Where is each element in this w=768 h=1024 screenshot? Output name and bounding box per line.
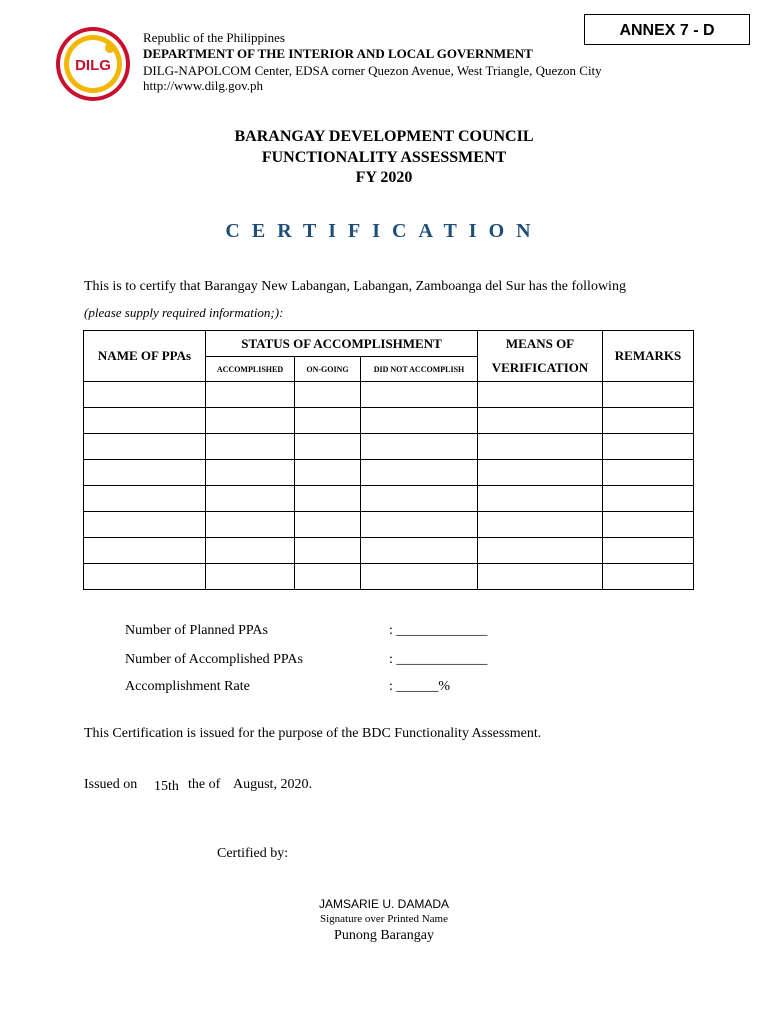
accomplished-ppas-field[interactable]: : _____________	[389, 652, 488, 667]
table-cell[interactable]	[361, 460, 478, 486]
table-cell[interactable]	[361, 538, 478, 564]
table-cell[interactable]	[603, 382, 694, 408]
table-cell[interactable]	[84, 486, 206, 512]
table-cell[interactable]	[295, 564, 361, 590]
issued-date: August, 2020.	[233, 777, 312, 792]
signature-caption: Signature over Printed Name	[320, 913, 448, 925]
col-header-means	[478, 331, 603, 382]
table-cell[interactable]	[295, 512, 361, 538]
intro-text: This is to certify that Barangay New Labangan, Labangan, Zamboanga del Sur has the following	[84, 279, 626, 294]
ppa-table	[83, 330, 694, 590]
col-header-means-line1: MEANS OF	[505, 336, 575, 351]
table-cell[interactable]	[361, 408, 478, 434]
accomplishment-rate-field[interactable]: : ______%	[389, 679, 451, 694]
table-cell[interactable]	[478, 512, 603, 538]
title-line-2: FUNCTIONALITY ASSESSMENT	[261, 149, 507, 166]
table-row	[84, 486, 694, 512]
title-line-1: BARANGAY DEVELOPMENT COUNCIL	[234, 128, 534, 145]
table-cell[interactable]	[295, 434, 361, 460]
table-cell[interactable]	[603, 408, 694, 434]
table-row	[84, 434, 694, 460]
table-cell[interactable]	[84, 512, 206, 538]
table-row	[84, 460, 694, 486]
planned-ppas-field[interactable]: : _____________	[389, 623, 488, 638]
table-cell[interactable]	[295, 460, 361, 486]
col-header-means-line2: VERIFICATION	[491, 360, 589, 375]
header-website: http://www.dilg.gov.ph	[143, 78, 264, 93]
col-header-status: STATUS OF ACCOMPLISHMENT	[206, 331, 478, 357]
issued-middle: the of	[188, 777, 221, 792]
table-cell[interactable]	[84, 382, 206, 408]
dilg-logo	[50, 26, 136, 102]
issued-day: 15th	[154, 779, 179, 794]
table-cell[interactable]	[206, 434, 295, 460]
certified-by-label: Certified by:	[217, 846, 289, 861]
table-cell[interactable]	[295, 486, 361, 512]
table-cell[interactable]	[603, 486, 694, 512]
title-line-3: FY 2020	[355, 169, 413, 186]
table-cell[interactable]	[206, 512, 295, 538]
table-cell[interactable]	[295, 538, 361, 564]
accomplishment-rate-label: Accomplishment Rate	[125, 679, 250, 694]
table-cell[interactable]	[84, 434, 206, 460]
table-cell[interactable]	[295, 382, 361, 408]
table-cell[interactable]	[478, 538, 603, 564]
planned-ppas-label: Number of Planned PPAs	[125, 623, 268, 638]
table-cell[interactable]	[84, 538, 206, 564]
table-row	[84, 382, 694, 408]
instruction-text: (please supply required information;):	[84, 305, 284, 320]
header-republic: Republic of the Philippines	[143, 30, 285, 45]
table-cell[interactable]	[206, 538, 295, 564]
sub-header-ongoing: ON-GOING	[295, 357, 361, 382]
table-row	[84, 408, 694, 434]
table-cell[interactable]	[206, 460, 295, 486]
certification-heading: CERTIFICATION	[225, 220, 543, 242]
table-cell[interactable]	[206, 486, 295, 512]
sub-header-accomplished: ACCOMPLISHED	[206, 357, 295, 382]
signatory-position: Punong Barangay	[334, 928, 434, 943]
table-cell[interactable]	[478, 434, 603, 460]
logo-text: DILG	[75, 57, 111, 74]
table-cell[interactable]	[478, 382, 603, 408]
table-cell[interactable]	[84, 460, 206, 486]
table-cell[interactable]	[478, 486, 603, 512]
header-address: DILG-NAPOLCOM Center, EDSA corner Quezon Avenue, West Triangle, Quezon City	[143, 63, 602, 78]
table-cell[interactable]	[361, 564, 478, 590]
table-cell[interactable]	[361, 486, 478, 512]
signatory-name: JAMSARIE U. DAMADA	[318, 897, 450, 911]
table-row	[84, 564, 694, 590]
table-cell[interactable]	[361, 382, 478, 408]
table-cell[interactable]	[361, 434, 478, 460]
table-cell[interactable]	[478, 564, 603, 590]
table-cell[interactable]	[478, 460, 603, 486]
table-cell[interactable]	[603, 512, 694, 538]
table-cell[interactable]	[603, 460, 694, 486]
col-header-name: NAME OF PPAs	[84, 331, 206, 382]
col-header-remarks: REMARKS	[603, 331, 694, 382]
table-cell[interactable]	[361, 512, 478, 538]
purpose-text: This Certification is issued for the purpose of the BDC Functionality Assessment.	[84, 726, 542, 741]
annex-label: ANNEX 7 - D	[584, 14, 750, 45]
table-cell[interactable]	[603, 538, 694, 564]
table-cell[interactable]	[206, 408, 295, 434]
table-row	[84, 512, 694, 538]
table-cell[interactable]	[206, 564, 295, 590]
table-cell[interactable]	[603, 564, 694, 590]
issued-prefix: Issued on	[84, 777, 138, 792]
table-cell[interactable]	[84, 564, 206, 590]
header-department: DEPARTMENT OF THE INTERIOR AND LOCAL GOVERNMENT	[143, 46, 533, 61]
accomplished-ppas-label: Number of Accomplished PPAs	[125, 652, 303, 667]
table-row	[84, 538, 694, 564]
table-cell[interactable]	[206, 382, 295, 408]
table-cell[interactable]	[478, 408, 603, 434]
table-cell[interactable]	[295, 408, 361, 434]
sub-header-not-accomplished: DID NOT ACCOMPLISH	[361, 357, 478, 382]
table-cell[interactable]	[603, 434, 694, 460]
table-cell[interactable]	[84, 408, 206, 434]
